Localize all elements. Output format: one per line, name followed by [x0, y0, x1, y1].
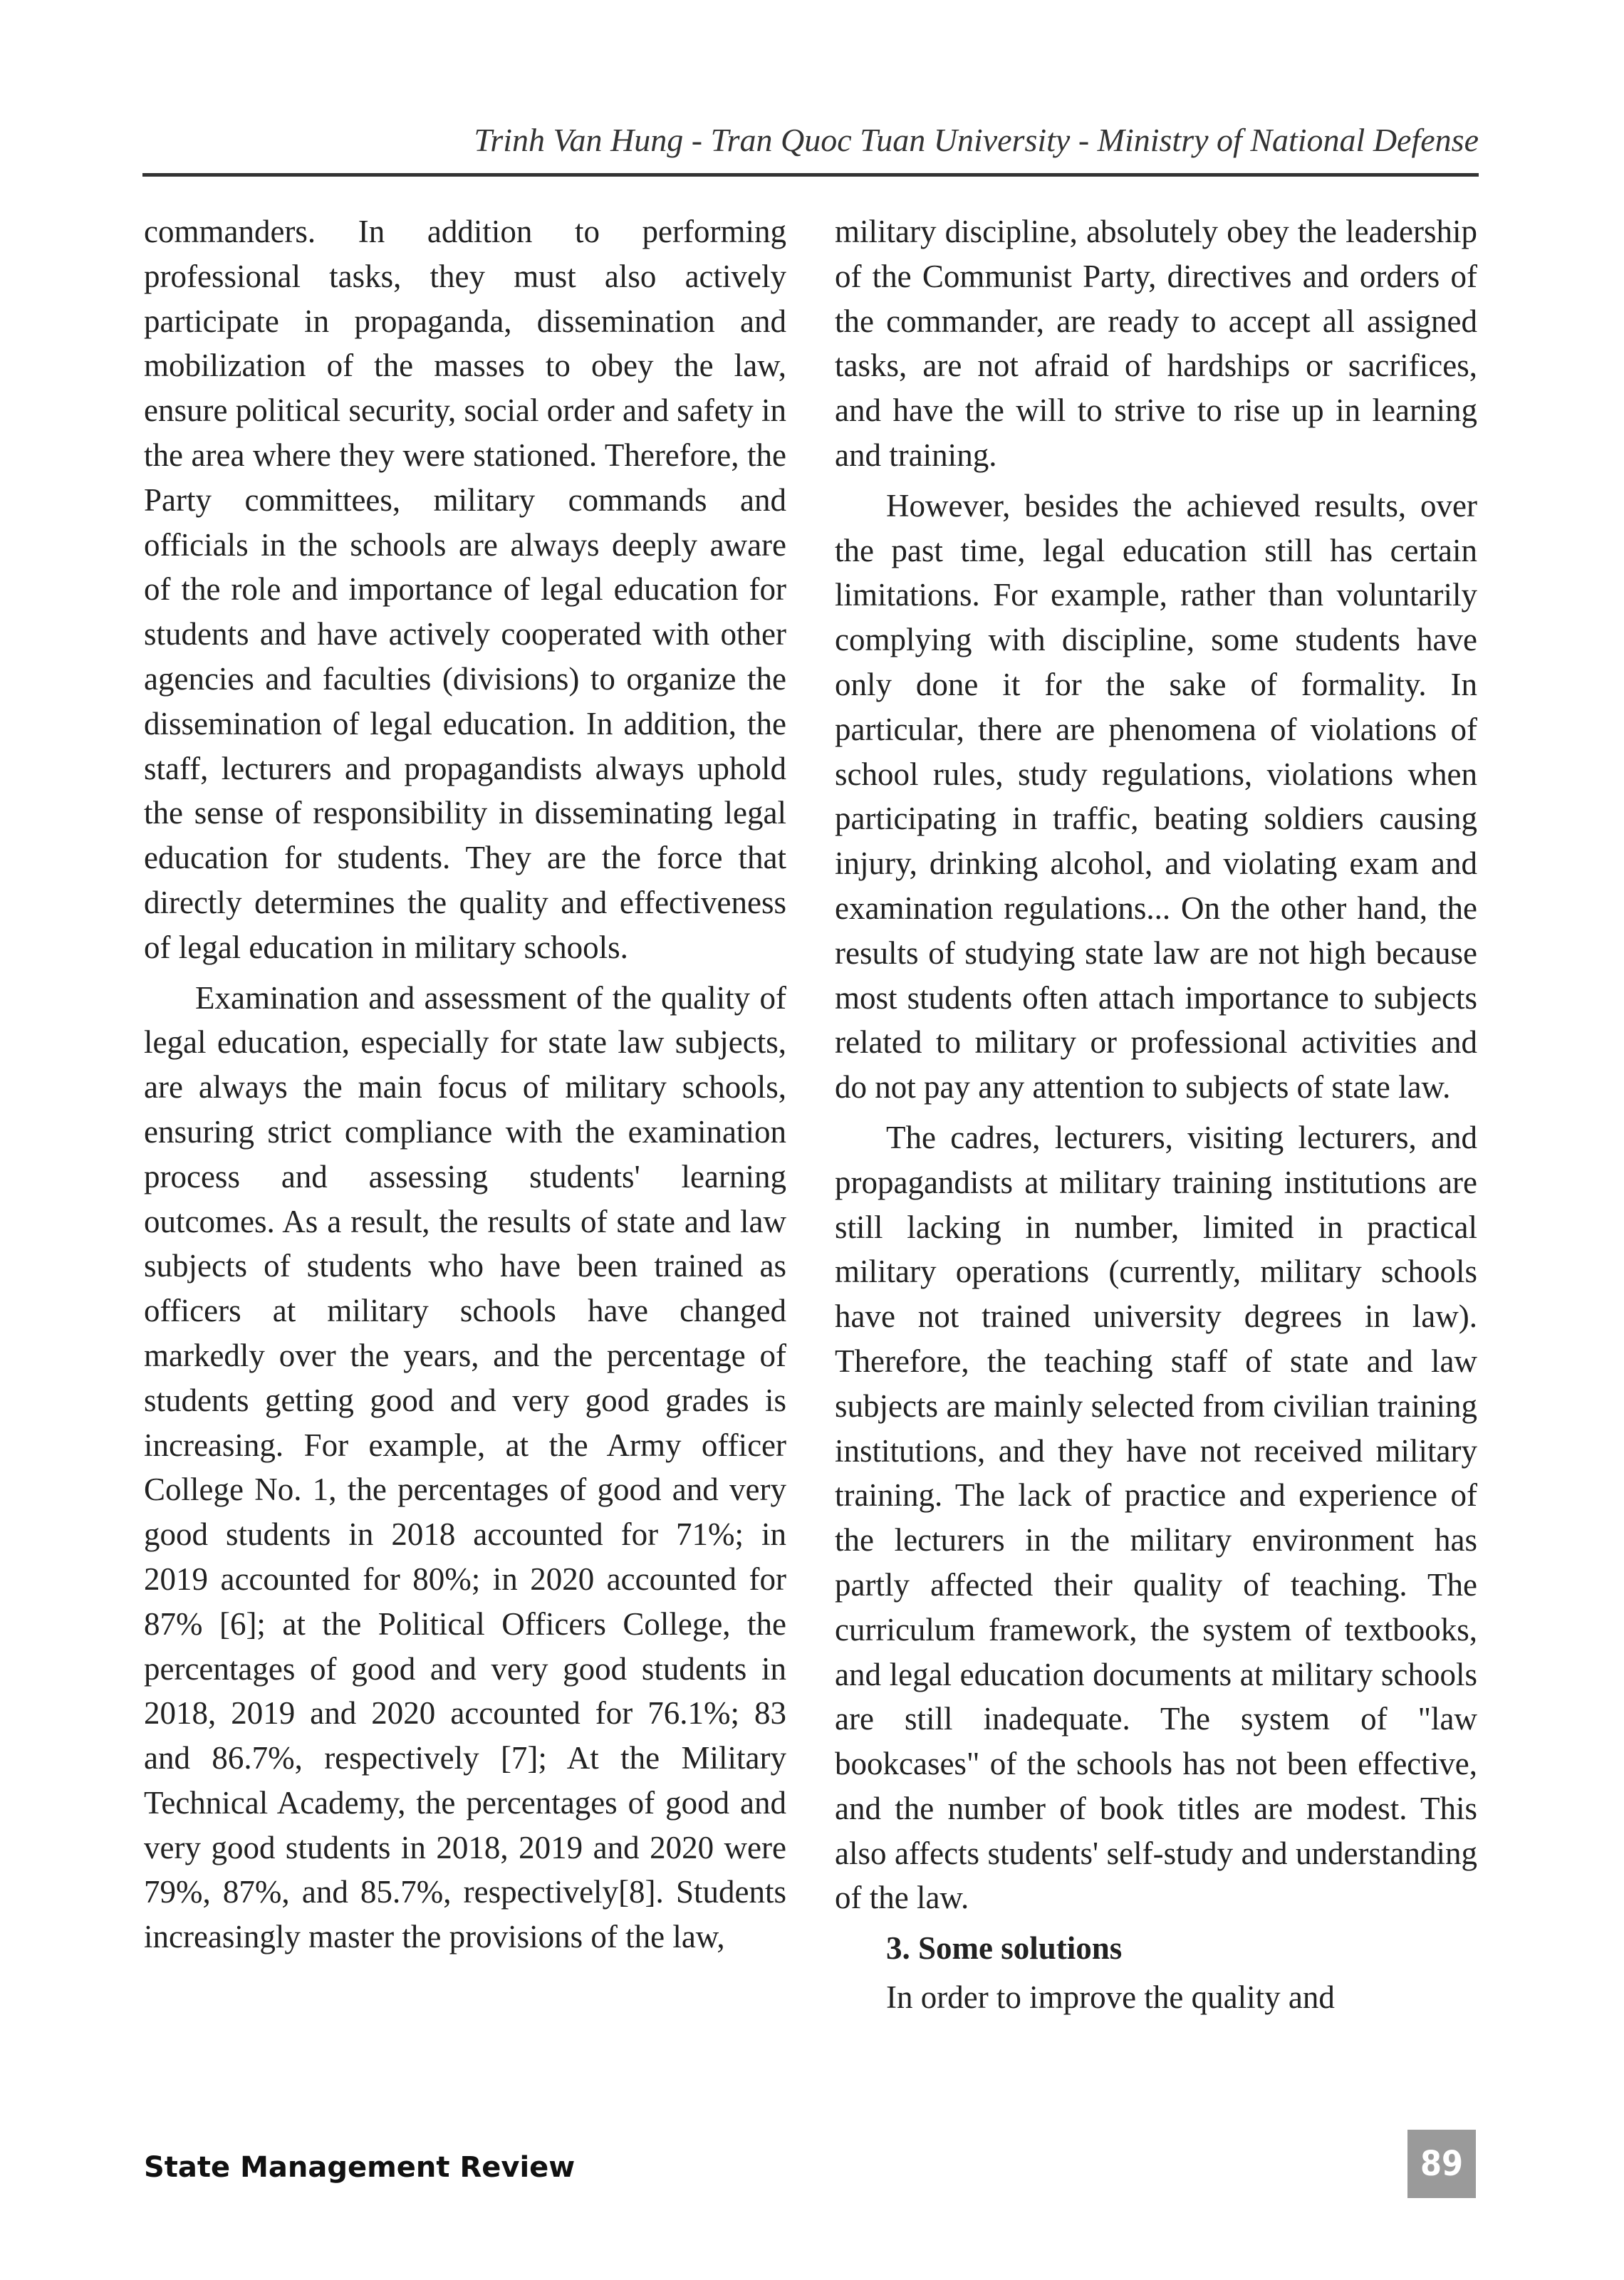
- paragraph: The cadres, lecturers, visiting lecturers, and propagandists at military training institutions are still lacking in number, limited in practical military operations (currently, military schools have not trained university degrees in law). Therefore, the teaching staff of state and law subjects are mainly selected from civilian training institutions, and they have not received military training. The lack of practice and experience of the lecturers in the military environment has partly affected their quality of teaching. The curriculum framework, the system of textbooks, and legal education documents at military schools are still inadequate. The system of "law bookcases" of the schools has not been effective, and the number of book titles are modest. This also affects students' self-study and understanding of the law.: [835, 1119, 1477, 1916]
- paragraph: However, besides the achieved results, over the past time, legal education still has certain limitations. For example, rather than voluntarily complying with discipline, some students have only done it for the sake of formality. In particular, there are phenomena of violations of school rules, study regulations, violations when participating in traffic, beating soldiers causing injury, drinking alcohol, and violating exam and examination regulations... On the other hand, the results of studying state law are not high because most students often attach importance to subjects related to military or professional activities and do not pay any attention to subjects of state law.: [835, 487, 1477, 1105]
- running-header: Trinh Van Hung - Tran Quoc Tuan University - Ministry of National Defense: [474, 122, 1479, 158]
- paragraph: military discipline, absolutely obey the leadership of the Communist Party, directives and orders of the commander, are ready to accept all assigned tasks, are not afraid of hardships or sacrifices, and have the will to strive to rise up in learning and training.: [835, 214, 1477, 473]
- page-number: 89: [1407, 2130, 1476, 2198]
- left-column: [144, 209, 786, 1965]
- paragraph: In order to improve the quality and: [886, 1979, 1335, 2016]
- paragraph: Examination and assessment of the quality of legal education, especially for state law subjects, are always the main focus of military schools, ensuring strict compliance with the examination process and assessing students' learning outcomes. As a result, the results of state and law subjects of students who have been trained as officers at military schools have changed markedly over the years, and the percentage of students getting good and very good grades is increasing. For example, at the Army officer College No. 1, the percentages of good and very good students in 2018 accounted for 71%; in 2019 accounted for 80%; in 2020 accounted for 87% [6]; at the Political Officers College, the percentages of good and very good students in 2018, 2019 and 2020 accounted for 76.1%; 83 and 86.7%, respectively [7]; At the Military Technical Academy, the percentages of good and very good students in 2018, 2019 and 2020 were 79%, 87%, and 85.7%, respectively[8]. Students increasingly master the provisions of the law,: [144, 979, 786, 1955]
- section-heading: 3. Some solutions: [886, 1930, 1123, 1967]
- paragraph: commanders. In addition to performing professional tasks, they must also actively participate in propaganda, dissemination and mobilization of the masses to obey the law, ensure political security, social order and safety in the area where they were stationed. Therefore, the Party committees, military commands and officials in the schools are always deeply aware of the role and importance of legal education for students and have actively cooperated with other agencies and faculties (divisions) to organize the dissemination of legal education. In addition, the staff, lecturers and propagandists always uphold the sense of responsibility in disseminating legal education for students. They are the force that directly determines the quality and effectiveness of legal education in military schools.: [144, 214, 786, 965]
- journal-title: State Management Review: [144, 2151, 576, 2184]
- right-column: [835, 209, 1477, 2026]
- header-divider: [142, 173, 1479, 177]
